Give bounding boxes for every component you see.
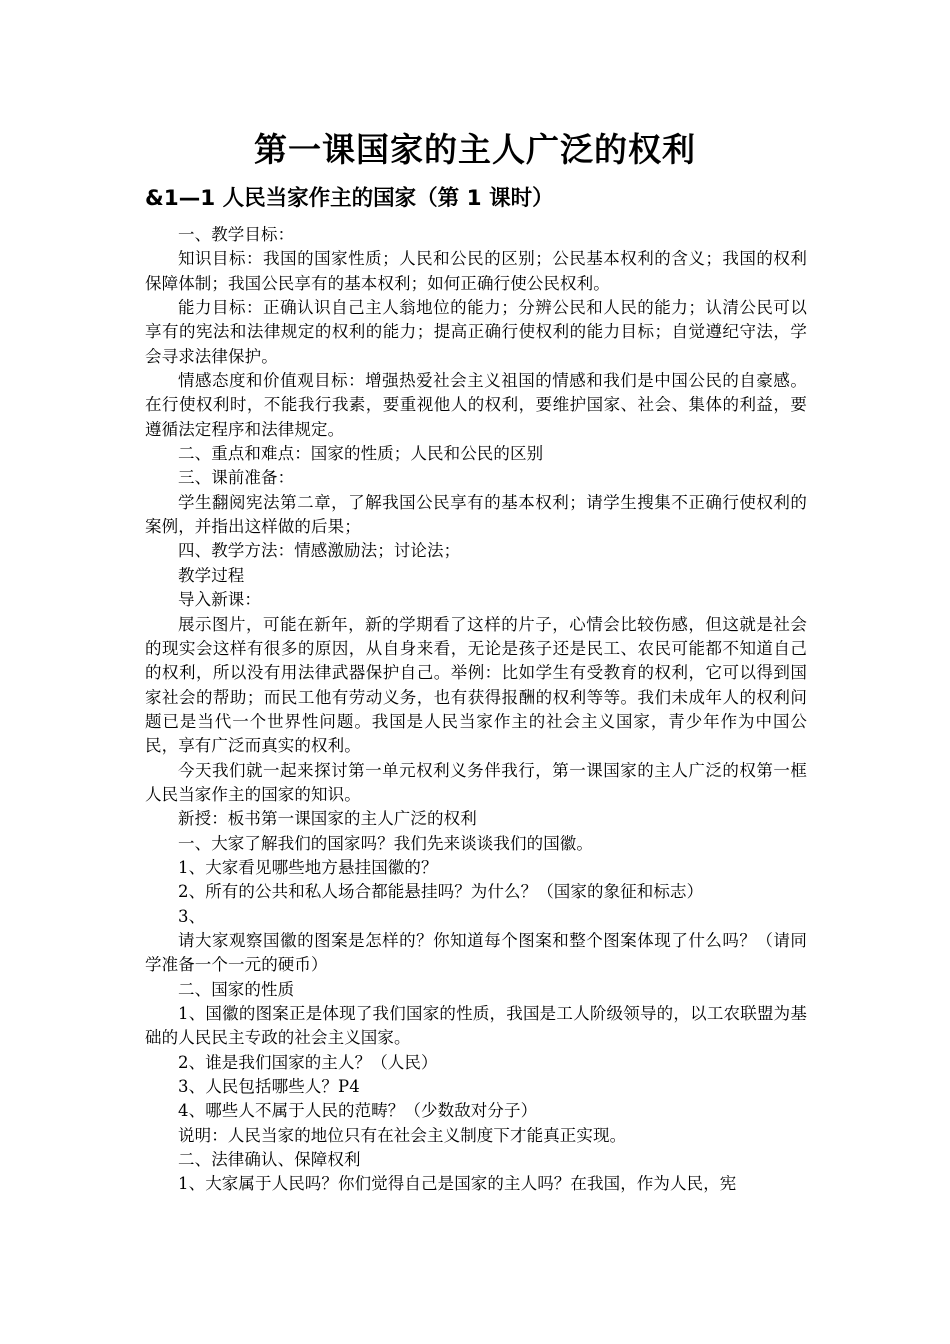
document-title: 第一课国家的主人广泛的权利 [254,130,696,169]
paragraph-nature-3: 3、人民包括哪些人？P4 [178,1077,360,1097]
paragraph-intro-heading: 导入新课： [178,590,261,610]
paragraph-nature-2: 2、谁是我们国家的主人？（人民） [178,1052,438,1072]
paragraph-process-heading: 教学过程 [178,565,245,585]
paragraph-explanation: 说明：人民当家的地位只有在社会主义制度下才能真正实现。 [178,1125,627,1145]
paragraph-preparation-heading: 三、课前准备： [178,468,295,488]
paragraph-new-lesson: 新授：板书第一课国家的主人广泛的权利 [178,809,477,829]
paragraph-nature-4: 4、哪些人不属于人民的范畴？（少数敌对分子） [178,1101,538,1121]
paragraph-teaching-goals-heading: 一、教学目标： [178,225,295,244]
paragraph-law-1: 1、大家属于人民吗？你们觉得自己是国家的主人吗？在我国，作为人民，宪 [178,1174,737,1194]
paragraph-emotion-goals: 情感态度和价值观目标：增强热爱社会主义祖国的情感和我们是中国公民的自豪感。在行使权利时，不能我行我素，要重视他人的权利，要维护国家、社会、集体的利益，要遵循法定程序和法律规定。 [145,371,807,439]
paragraph-question-1: 1、大家看见哪些地方悬挂国徽的？ [178,857,438,877]
paragraph-ability-goals: 能力目标：正确认识自己主人翁地位的能力；分辨公民和人民的能力；认清公民可以享有的宪法和法律规定的权利的能力；提高正确行使权利的能力目标；自觉遵纪守法，学会寻求法律保护。 [145,298,807,366]
paragraph-question-2: 2、所有的公共和私人场合都能悬挂吗？为什么？（国家的象征和标志） [178,882,704,902]
paragraph-section-one: 一、大家了解我们的国家吗？我们先来谈谈我们的国徽。 [178,833,593,853]
paragraph-section-law: 二、法律确认、保障权利 [178,1150,361,1170]
document-body [145,223,807,1197]
paragraph-key-points: 二、重点和难点：国家的性质；人民和公民的区别 [178,444,544,464]
paragraph-methods: 四、教学方法：情感激励法；讨论法； [178,541,461,561]
paragraph-nature-1: 1、国徽的图案正是体现了我们国家的性质，我国是工人阶级领导的，以工农联盟为基础的人民民主专政的社会主义国家。 [145,1004,807,1048]
paragraph-question-3: 3、 [178,906,206,926]
paragraph-knowledge-goals: 知识目标：我国的国家性质；人民和公民的区别；公民基本权利的含义；我国的权利保障体制；我国公民享有的基本权利；如何正确行使公民权利。 [145,249,807,293]
paragraph-today: 今天我们就一起来探讨第一单元权利义务伴我行，第一课国家的主人广泛的权第一框人民当家作主的国家的知识。 [145,760,807,804]
paragraph-preparation: 学生翻阅宪法第二章，了解我国公民享有的基本权利；请学生搜集不正确行使权利的案例，并指出这样做的后果； [145,492,807,537]
document-subtitle: &1—1 人民当家作主的国家（第 1 课时） [145,186,554,211]
paragraph-observe-emblem: 请大家观察国徽的图案是怎样的？你知道每个图案和整个图案体现了什么吗？（请同学准备一个一元的硬币） [145,930,807,975]
paragraph-intro: 展示图片，可能在新年，新的学期看了这样的片子，心情会比较伤感，但这就是社会的现实会这样有很多的原因，从自身来看，无论是孩子还是民工、农民可能都不知道自己的权利，所以没有用法律武器保护自己。举例：比如学生有受教育的权利，它可以得到国家社会的帮助；而民工他有劳动义务，也有获得报酬的权利等等。我们未成年人的权利问题已是当代一个世界性问题。我国是人民当家作主的社会主义国家，青少年作为中国公民，享有广泛而真实的权利。 [145,614,807,756]
paragraph-section-nature: 二、国家的性质 [178,979,295,999]
